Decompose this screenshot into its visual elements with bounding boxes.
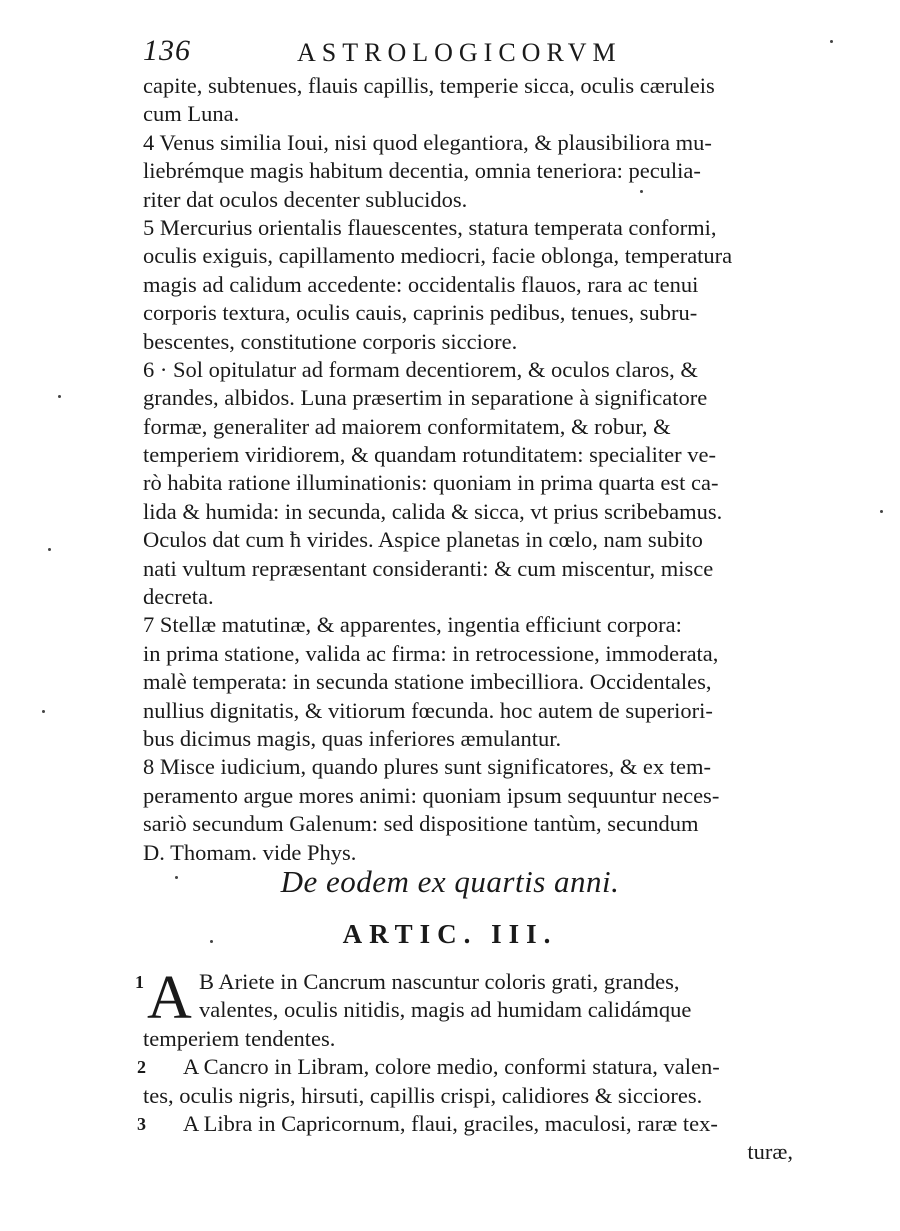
running-head [143,34,663,74]
print-speck [42,710,45,713]
running-title: ASTROLOGICORVM [297,38,622,67]
text-line: sariò secundum Galenum: sed dispositione tantùm, secundum [143,811,699,837]
text-line: nati vultum repræsentant consideranti: & cum miscentur, misce [143,555,714,581]
text-line: decreta. [143,584,214,610]
item-number: 3 [137,1113,146,1134]
print-speck [48,548,51,551]
text-line: bus dicimus magis, quas inferiores æmulantur. [143,725,562,751]
text-line: rò habita ratione illuminationis: quoniam in prima quarta est ca- [143,470,719,496]
print-speck [880,510,883,513]
text-line: 8 Misce iudicium, quando plures sunt significatores, & ex tem- [143,754,712,780]
text-line: in prima statione, valida ac firma: in retrocessione, immoderata, [143,640,719,666]
article-item-1-line-3 [143,1025,803,1053]
item-number: 1 [135,972,144,992]
text-line: temperiem tendentes. [143,1025,336,1051]
text-line: oculis exiguis, capillamento mediocri, facie oblonga, temperatura [143,243,733,269]
article-item-1-line-2 [143,996,803,1024]
text-line: formæ, generaliter ad maiorem conformitatem, & robur, & [143,413,671,439]
text-line: capite, subtenues, flauis capillis, temperie sicca, oculis cæruleis [143,73,715,98]
catchword: turæ, [747,1139,793,1165]
print-speck [58,395,61,398]
text-line: corporis textura, oculis cauis, caprinis pedibus, tenues, subru- [143,300,698,326]
text-line: nullius dignitatis, & vitiorum fœcunda. hoc autem de superiori- [143,697,713,723]
section-heading: De eodem ex quartis anni. [280,864,620,899]
article-heading: ARTIC. III. [342,919,558,949]
article-body [135,964,803,1167]
text-line: 4 Venus similia Ioui, nisi quod elegantiora, & plausibiliora mu- [143,129,712,155]
text-line: riter dat oculos decenter sublucidos. [143,186,468,212]
text-line: D. Thomam. vide Phys. [143,839,357,865]
text-line: A Libra in Capricornum, flaui, graciles, maculosi, raræ tex- [183,1110,718,1136]
text-line: tes, oculis nigris, hirsuti, capillis crispi, calidiores & sicciores. [143,1082,703,1108]
text-line: 7 Stellæ matutinæ, & apparentes, ingentia efficiunt corpora: [143,612,682,638]
print-speck [175,876,178,879]
item-number: 2 [137,1057,146,1078]
page-number: 136 [143,34,191,67]
text-line: temperiem viridiorem, & quandam rotunditatem: specialiter ve- [143,442,716,468]
article-item-2-line-2 [143,1082,803,1110]
text-line: 6 · Sol opitulatur ad formam decentiorem, & oculos claros, & [143,356,698,382]
text-line: Oculos dat cum ħ virides. Aspice planetas in cœlo, nam subito [143,527,703,553]
print-speck [210,940,213,943]
print-speck [640,190,643,193]
article-item-3-line-1 [137,1110,803,1138]
text-line: bescentes, constitutione corporis sicciore. [143,328,518,354]
text-line: 5 Mercurius orientalis flauescentes, statura temperata conformi, [143,214,717,240]
article-item-2-line-1 [137,1053,803,1081]
text-line: lida & humida: in secunda, calida & sicca, vt prius scribebamus. [143,498,723,524]
text-line: A Cancro in Libram, colore medio, conformi statura, valen- [183,1054,720,1080]
text-line: grandes, albidos. Luna præsertim in separatione à significatore [143,385,708,411]
drop-capital: A [147,964,192,1032]
text-line: liebrémque magis habitum decentia, omnia teneriora: peculia- [143,158,701,184]
body-text [143,72,803,867]
text-line: valentes, oculis nitidis, magis ad humidam calidámque [199,997,692,1023]
text-line: cum Luna. [143,101,240,127]
print-speck [830,40,833,43]
text-line: B Ariete in Cancrum nascuntur coloris grati, grandes, [199,969,680,994]
text-line: malè temperata: in secunda statione imbecilliora. Occidentales, [143,669,712,695]
text-line: peramento argue mores animi: quoniam ipsum sequuntur neces- [143,782,720,808]
text-line: magis ad calidum accedente: occidentalis flauos, rara ac tenui [143,271,699,297]
